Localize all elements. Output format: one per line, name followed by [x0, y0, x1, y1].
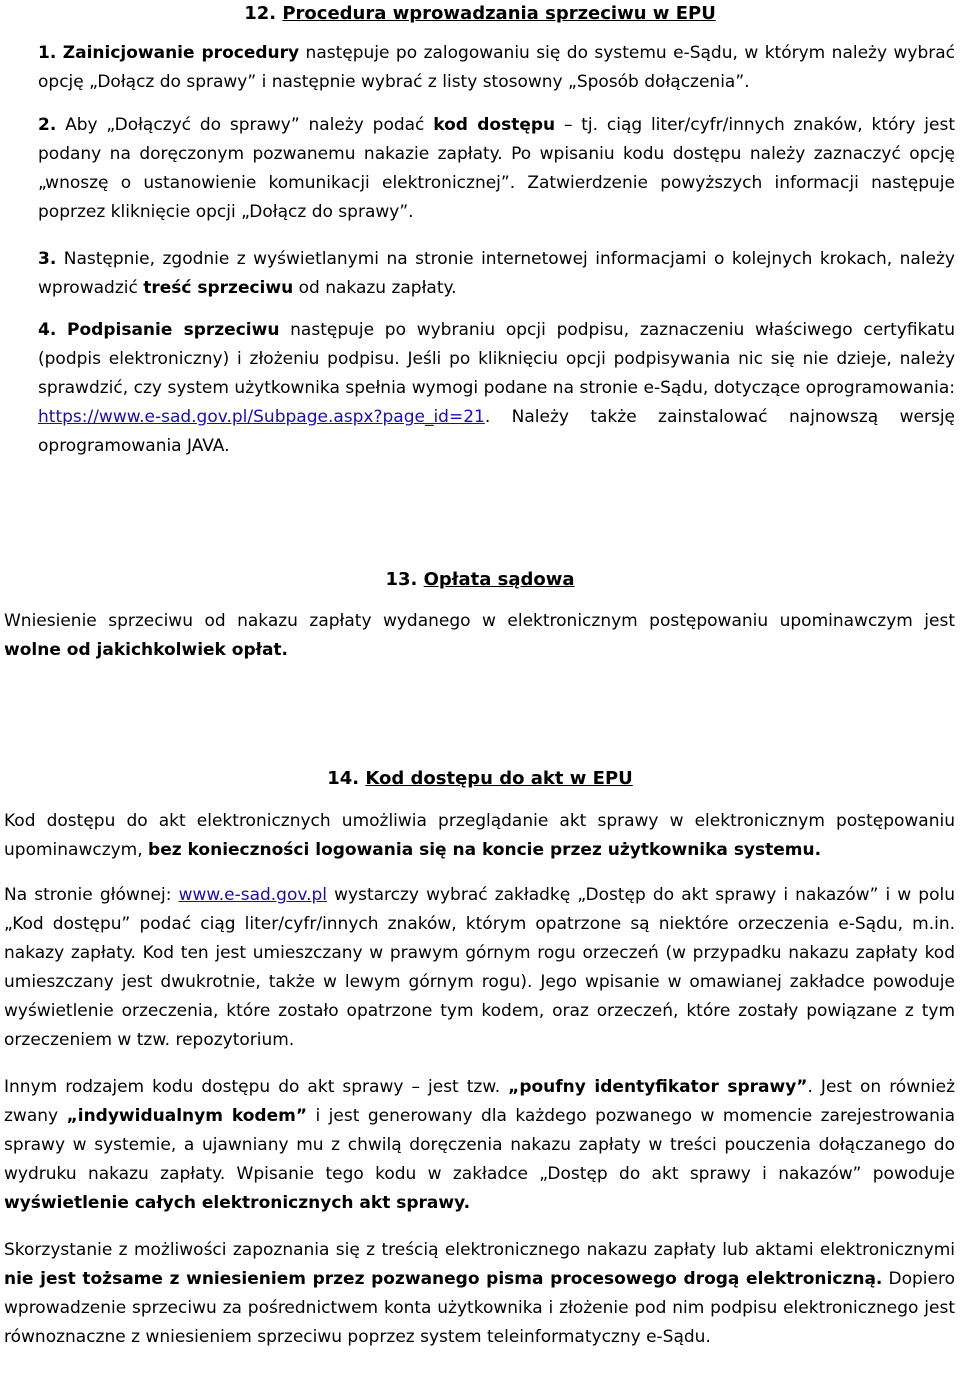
esad-software-link[interactable]: https://www.e-sad.gov.pl/Subpage.aspx?page_id=21: [38, 407, 485, 427]
p1-text: Kod dostępu do akt elektronicznych umożliwia przeglądanie akt sprawy w elektronicznym postępowaniu upominawczym,: [4, 811, 955, 860]
esad-home-link[interactable]: www.e-sad.gov.pl: [178, 885, 328, 905]
step-2-text-b: – tj. ciąg liter/cyfr/innych znaków, który jest podany na doręczonym pozwanemu nakazie zapłaty. Po wpisaniu kodu dostępu należy zaznaczyć opcję „wnoszę o ustanowienie komunikacji elektronicznej”. Zatwierdzenie powyższych informacji następuje poprzez kliknięcie opcji „Dołącz do sprawy”.: [38, 115, 955, 222]
procedure-step-3: [38, 245, 955, 303]
p1-bold: bez konieczności logowania się na koncie przez użytkownika systemu.: [148, 840, 822, 860]
section-13-title: Opłata sądowa: [423, 569, 575, 590]
access-code-paragraph-4: [4, 1236, 955, 1352]
p2-text-b: wystarczy wybrać zakładkę „Dostęp do akt sprawy i nakazów” i w polu „Kod dostępu” podać ciąg liter/cyfr/innych znaków, którym opatrzone są niektóre orzeczenia e-Sądu, m.in. nakazy zapłaty. Kod ten jest umieszczany w prawym górnym rogu orzeczeń (w przypadku nakazu zapłaty kod umieszczany jest dwukrotnie, także w lewym górnym rogu). Jego wpisanie w omawianej zakładce powoduje wyświetlenie orzeczenia, które zostało opatrzone tym kodem, oraz orzeczeń, które zostały powiązane z tym orzeczeniem w tzw. repozytorium.: [4, 885, 955, 1050]
access-code-paragraph-3: [4, 1073, 955, 1218]
step-1-text: następuje po zalogowaniu się do systemu e-Sądu, w którym należy wybrać opcję „Dołącz do sprawy” i następnie wybrać z listy stosowny „Sposób dołączenia”.: [38, 43, 955, 92]
procedure-step-2: [38, 111, 955, 227]
p4-bold: nie jest tożsame z wniesieniem przez pozwanego pisma procesowego drogą elektroniczną.: [4, 1269, 883, 1289]
procedure-step-1: [38, 39, 955, 97]
fee-paragraph: [4, 607, 955, 665]
p3-bold-a: „poufny identyfikator sprawy”: [508, 1077, 808, 1097]
section-14-number: 14.: [327, 768, 360, 789]
step-4-bold: Podpisanie sprzeciwu: [67, 320, 280, 340]
step-1-bold: Zainicjowanie procedury: [62, 43, 300, 63]
section-12-number: 12.: [244, 3, 277, 24]
p2-text-a: Na stronie głównej:: [4, 885, 179, 905]
section-14-heading: [0, 767, 960, 791]
access-code-paragraph-2: [4, 881, 955, 1055]
step-4-number: 4.: [38, 320, 57, 340]
step-3-bold: treść sprzeciwu: [143, 278, 294, 298]
section-13-number: 13.: [385, 569, 418, 590]
p4-text-b: Dopiero wprowadzenie sprzeciwu za pośrednictwem konta użytkownika i złożenie pod nim podpisu elektronicznego jest równoznaczne z wniesieniem sprzeciwu poprzez system teleinformatyczny e-Sądu.: [4, 1269, 955, 1347]
step-2-bold: kod dostępu: [433, 115, 556, 135]
p3-text-c: i jest generowany dla każdego pozwanego w momencie zarejestrowania sprawy w systemie, a ujawniany mu z chwilą doręczenia nakazu zapłaty w treści pouczenia dołączanego do wydruku nakazu zapłaty. Wpisanie tego kodu w zakładce „Dostęp do akt sprawy i nakazów” powoduje: [4, 1106, 956, 1184]
step-3-text-a: Następnie, zgodnie z wyświetlanymi na stronie internetowej informacjami o kolejnych krokach, należy wprowadzić: [38, 249, 955, 298]
p4-text-a: Skorzystanie z możliwości zapoznania się z treścią elektronicznego nakazu zapłaty lub aktami elektronicznymi: [4, 1240, 955, 1260]
step-3-text-b: od nakazu zapłaty.: [293, 278, 457, 298]
section-14-title: Kod dostępu do akt w EPU: [365, 768, 633, 789]
section-12-heading: [0, 2, 960, 26]
step-3-number: 3.: [38, 249, 57, 269]
p3-text-b: . Jest on również zwany: [4, 1077, 955, 1126]
p3-text-a: Innym rodzajem kodu dostępu do akt sprawy – jest tzw.: [4, 1077, 509, 1097]
procedure-step-4: [38, 316, 955, 461]
step-4-text-a: następuje po wybraniu opcji podpisu, zaznaczeniu właściwego certyfikatu (podpis elektroniczny) i złożeniu podpisu. Jeśli po kliknięciu opcji podpisywania nic się nie dzieje, należy sprawdzić, czy system użytkownika spełnia wymogi podane na stronie e-Sądu, dotyczące oprogramowania:: [38, 320, 955, 398]
fee-text: Wniesienie sprzeciwu od nakazu zapłaty wydanego w elektronicznym postępowaniu upominawczym jest: [4, 611, 955, 631]
section-13-heading: [0, 568, 960, 592]
access-code-paragraph-1: [4, 807, 955, 865]
section-12-title: Procedura wprowadzania sprzeciwu w EPU: [282, 3, 716, 24]
step-1-number: 1.: [38, 43, 57, 63]
p3-bold-b: „indywidualnym kodem”: [66, 1106, 308, 1126]
fee-bold: wolne od jakichkolwiek opłat.: [4, 640, 288, 660]
step-2-number: 2.: [38, 115, 57, 135]
p3-bold-c: wyświetlenie całych elektronicznych akt sprawy.: [4, 1193, 471, 1213]
step-2-text-a: Aby „Dołączyć do sprawy” należy podać: [56, 115, 434, 135]
step-4-text-b: . Należy także zainstalować najnowszą wersję oprogramowania JAVA.: [38, 407, 955, 456]
